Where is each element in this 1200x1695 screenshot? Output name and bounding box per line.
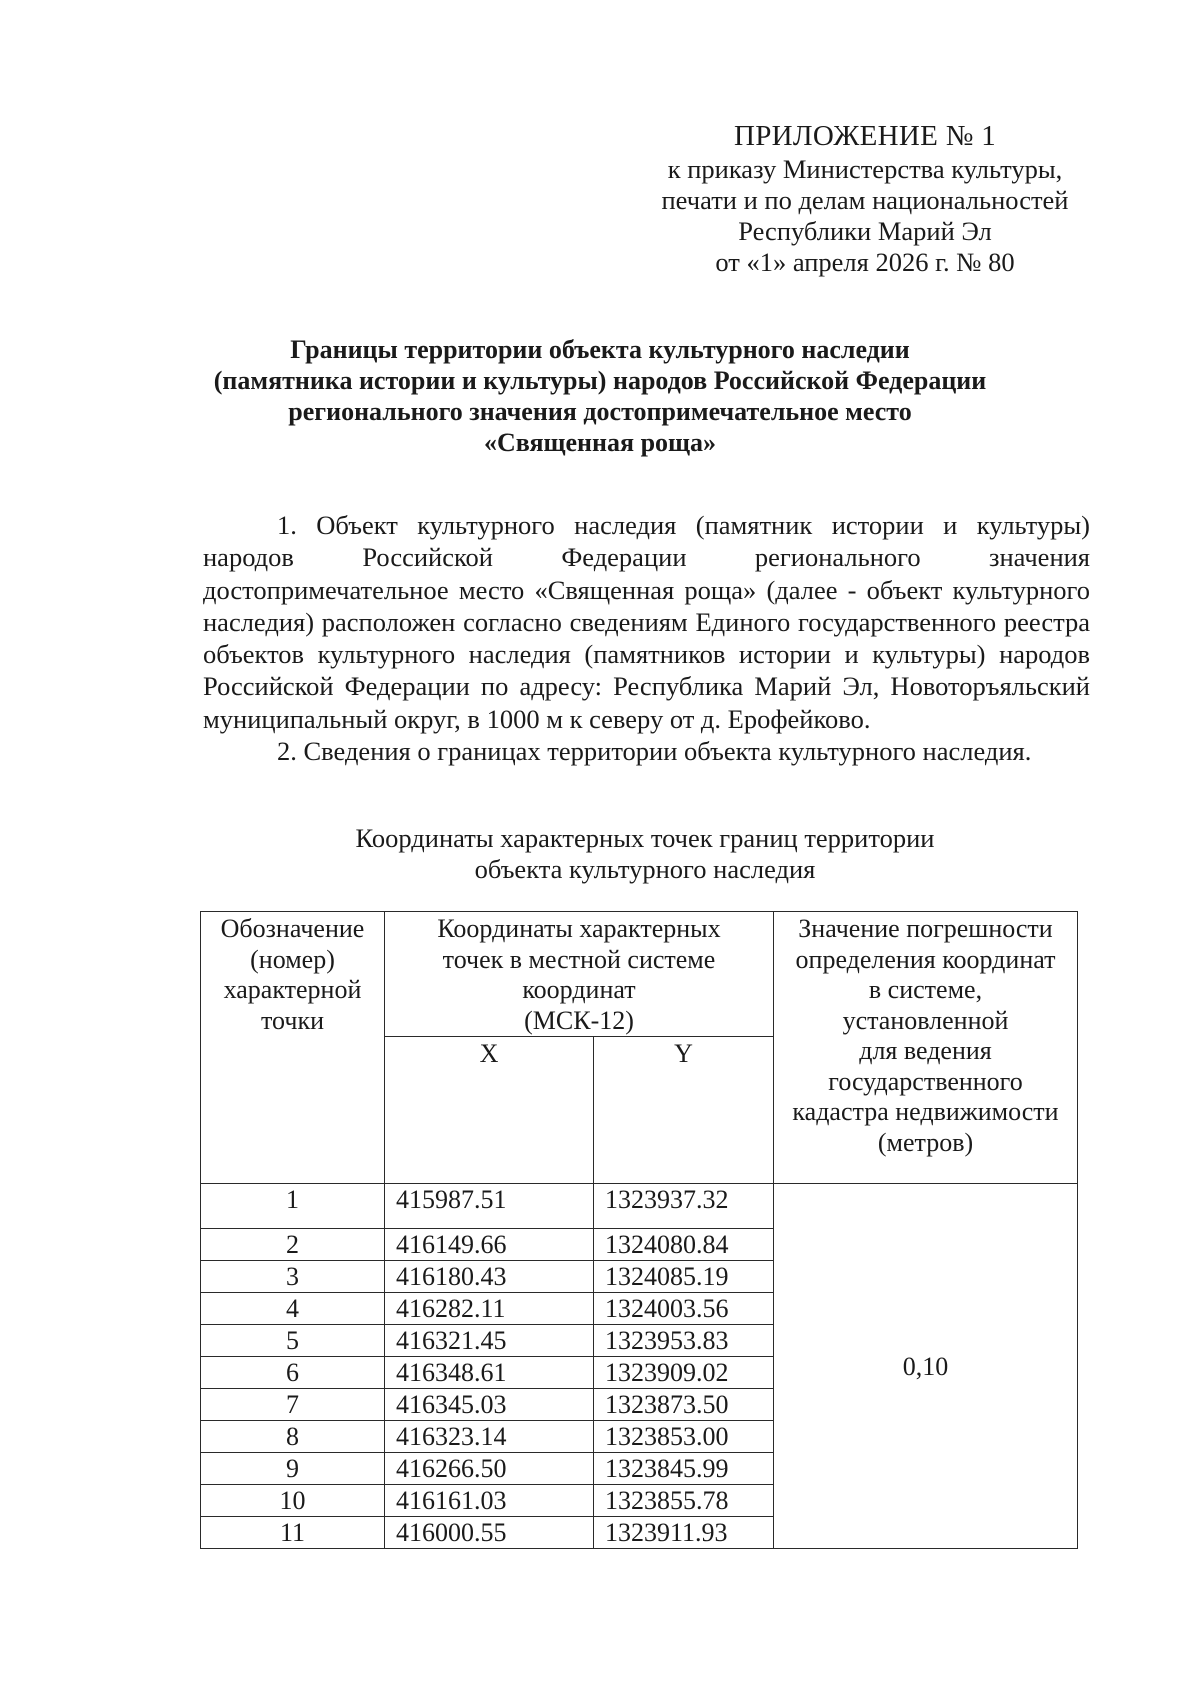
coord-y: 1323873.50 [594,1389,774,1421]
header-y: Y [594,1037,774,1184]
point-number: 8 [201,1421,385,1453]
point-number: 5 [201,1325,385,1357]
coord-x: 416321.45 [385,1325,594,1357]
coord-x: 416266.50 [385,1453,594,1485]
title-line: регионального значения достопримечательное место [288,397,912,426]
header-line: (номер) [250,944,335,974]
coord-x: 416348.61 [385,1357,594,1389]
header-line: в системе, [868,975,983,1004]
coord-x: 416000.55 [385,1517,594,1549]
coordinates-table [200,911,1078,1549]
coord-x: 415987.51 [385,1184,594,1229]
header-line: (МСК-12) [524,1005,634,1035]
point-number: 3 [201,1261,385,1293]
table-row [201,1184,1078,1229]
header-line: определения координат [795,944,1056,974]
table-caption [200,823,1090,885]
coord-x: 416161.03 [385,1485,594,1517]
appendix-header [620,118,1110,278]
header-line: государственного [828,1066,1023,1096]
title-line: (памятника истории и культуры) народов Российской Федерации [213,366,987,395]
header-line: точки [261,1005,324,1035]
header-x: X [385,1037,594,1184]
coord-x: 416282.11 [385,1293,594,1325]
header-line: (метров) [877,1127,974,1157]
point-number: 9 [201,1453,385,1485]
header-line: для ведения [859,1036,992,1065]
coord-y: 1323937.32 [594,1184,774,1229]
coord-x: 416345.03 [385,1389,594,1421]
caption-line: Координаты характерных точек границ территории [355,823,935,853]
header-line: координат [522,975,636,1004]
title-line: «Священная роща» [484,428,716,457]
coord-y: 1323855.78 [594,1485,774,1517]
coord-y: 1324003.56 [594,1293,774,1325]
header-line: Значение погрешности [798,914,1053,943]
header-point-number [201,912,385,1184]
header-line: точек в местной системе [442,944,716,974]
coord-y: 1324080.84 [594,1229,774,1261]
point-number: 7 [201,1389,385,1421]
header-line: кадастра недвижимости [792,1097,1059,1126]
table-header-row [201,912,1078,1037]
appendix-line-republic: Республики Марий Эл [738,216,992,246]
coord-y: 1323909.02 [594,1357,774,1389]
caption-line: объекта культурного наследия [474,854,816,884]
coord-x: 416180.43 [385,1261,594,1293]
coord-x: 416149.66 [385,1229,594,1261]
header-error-value [774,912,1078,1184]
appendix-title: ПРИЛОЖЕНИЕ № 1 [733,120,997,152]
header-line: Обозначение [220,914,365,943]
coord-y: 1323953.83 [594,1325,774,1357]
appendix-line-order: к приказу Министерства культуры, [667,154,1063,184]
title-line: Границы территории объекта культурного наследии [290,335,910,364]
error-value: 0,10 [774,1184,1078,1549]
coord-x: 416323.14 [385,1421,594,1453]
point-number: 10 [201,1485,385,1517]
appendix-line-date: от «1» апреля 2026 г. № 80 [715,247,1015,277]
coord-y: 1323853.00 [594,1421,774,1453]
header-coordinates [385,912,774,1037]
coord-y: 1323845.99 [594,1453,774,1485]
point-number: 11 [201,1517,385,1549]
paragraph-2: 2. Сведения о границах территории объекта культурного наследия. [277,736,1032,767]
appendix-line-ministry: печати и по делам национальностей [661,185,1069,215]
point-number: 6 [201,1357,385,1389]
header-line: характерной [223,975,362,1004]
paragraph-1: 1. Объект культурного наследия (памятник истории и культуры) народов Российской Федерации регионального значения достопримечательное место «Священная роща» (далее - объект культурного наследия) расположен согласно сведениям Единого государственного реестра объектов культурного наследия (памятников истории и культуры) народов Российской Федерации по адресу: Республика Марий Эл, Новоторъяльский муниципальный округ, в 1000 м к северу от д. Ерофейково. [203,510,1090,734]
coord-y: 1324085.19 [594,1261,774,1293]
point-number: 1 [201,1184,385,1229]
body-text [203,509,1090,767]
header-line: установленной [842,1005,1009,1035]
document-title [150,334,1050,458]
point-number: 2 [201,1229,385,1261]
header-line: Координаты характерных [437,914,721,943]
point-number: 4 [201,1293,385,1325]
coord-y: 1323911.93 [594,1517,774,1549]
